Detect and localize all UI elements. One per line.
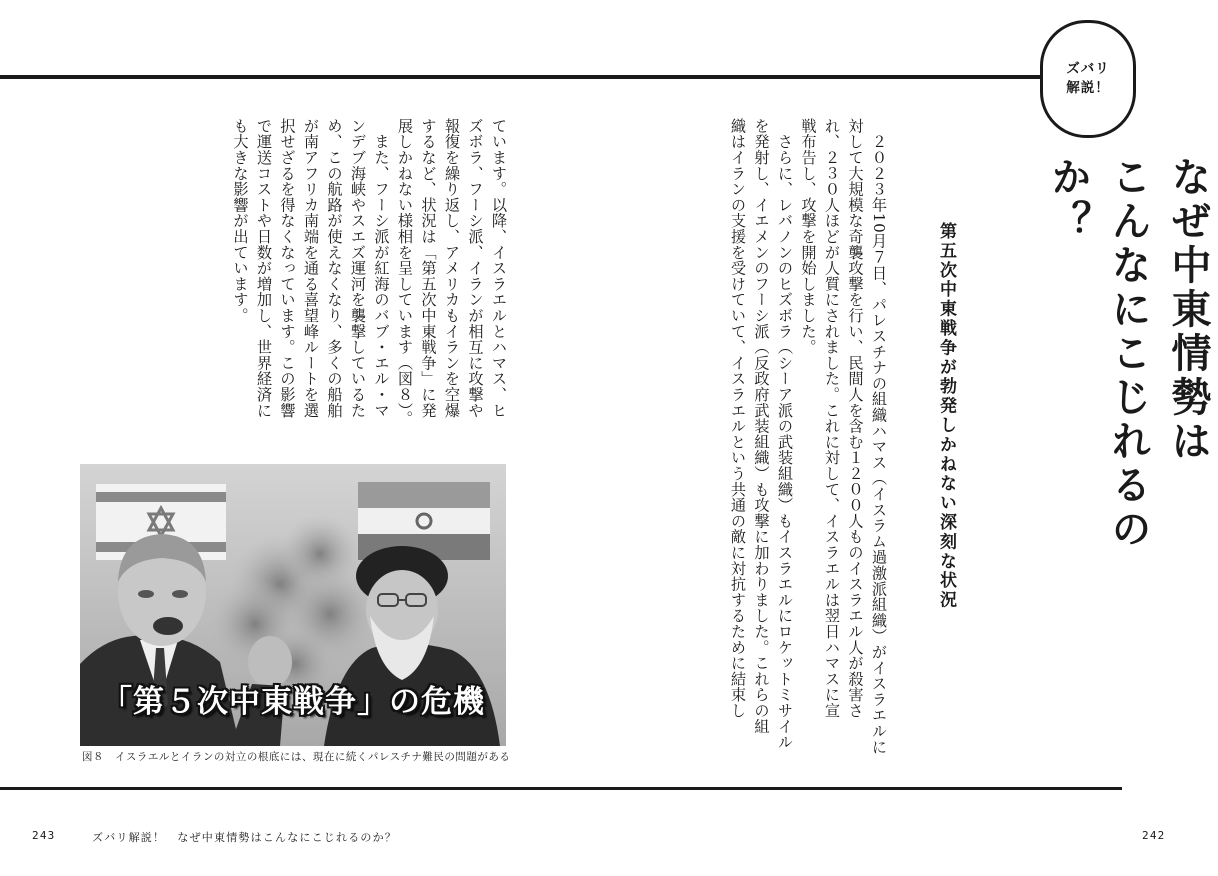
left-line: め、この航路が使えなくなり、多くの船舶 [325,118,344,419]
right-line: 織はイランの支援を受けていて、イスラエルという共通の敵に対抗するために結束し [729,118,747,719]
iran-flag [358,482,490,560]
left-line: ンデブ海峡やスエズ運河を襲撃しているた [349,118,367,419]
right-line: れ、２３０人ほどが人質にされました。これに対して、イスラエルは翌日ハマスに宣 [823,118,841,719]
right-page-number: 242 [1142,829,1166,842]
left-page-number: 243 [32,829,56,842]
bottom-rule [0,787,1122,790]
figure-caption: 図８ イスラエルとイランの対立の根底には、現在に続くパレスチナ難民の問題がある [82,751,511,763]
badge-line2: 解説！ [1066,80,1110,96]
right-page-body [690,118,890,758]
left-line: 択せざるを得なくなっています。この影響 [278,118,297,419]
right-line: さらに、レバノンのヒズボラ（シーア派の武装組織）もイスラエルにロケットミサイル [776,118,794,750]
left-line: するなど、状況は「第五次中東戦争」に発 [419,118,438,419]
left-line: が南アフリカ南端を通る喜望峰ルートを選 [302,118,320,419]
figure-banner: 「第５次中東戦争」の危機 [101,684,485,720]
left-line: ています。以降、イスラエルとハマス、ヒ [490,118,508,419]
left-page-body [160,118,510,448]
page-title [1038,156,1218,626]
right-line: 戦布告し、攻撃を開始しました。 [799,118,818,355]
title-line2: こんなにこじれるのか？ [1045,156,1151,552]
title-line1: なぜ中東情勢は [1165,156,1211,464]
right-line: 対して大規模な奇襲攻撃を行い、民間人を含む１２００人ものイスラエル人が殺害さ [846,118,865,719]
section-heading: 第五次中東戦争が勃発しかねない深刻な状況 [936,222,956,610]
left-line: ズボラ、フーシ派、イランが相互に攻撃や [466,118,485,419]
left-line: 展しかねない様相を呈しています（図８）。 [396,118,414,427]
badge-line1: ズバリ [1066,61,1110,77]
left-line: また、フーシ派が紅海のバブ・エル・マ [372,118,391,419]
right-line: を発射し、イエメンのフーシ派（反政府武装組織）も攻撃に加わりました。これらの組 [752,118,771,735]
running-head: ズバリ解説！ なぜ中東情勢はこんなにこじれるのか？ [92,831,397,844]
left-line: も大きな影響が出ています。 [231,118,250,324]
figure-illustration [80,464,506,746]
left-line: で運送コストや日数が増加し、世界経済に [255,118,273,419]
top-rule [0,75,1060,79]
left-line: 報復を繰り返し、アメリカもイランを空爆 [443,118,461,419]
right-line: ２０２３年10月７日、パレスチナの組織ハマス（イスラム過激派組織）がイスラエルに [870,118,888,755]
zubari-badge [1040,20,1136,138]
